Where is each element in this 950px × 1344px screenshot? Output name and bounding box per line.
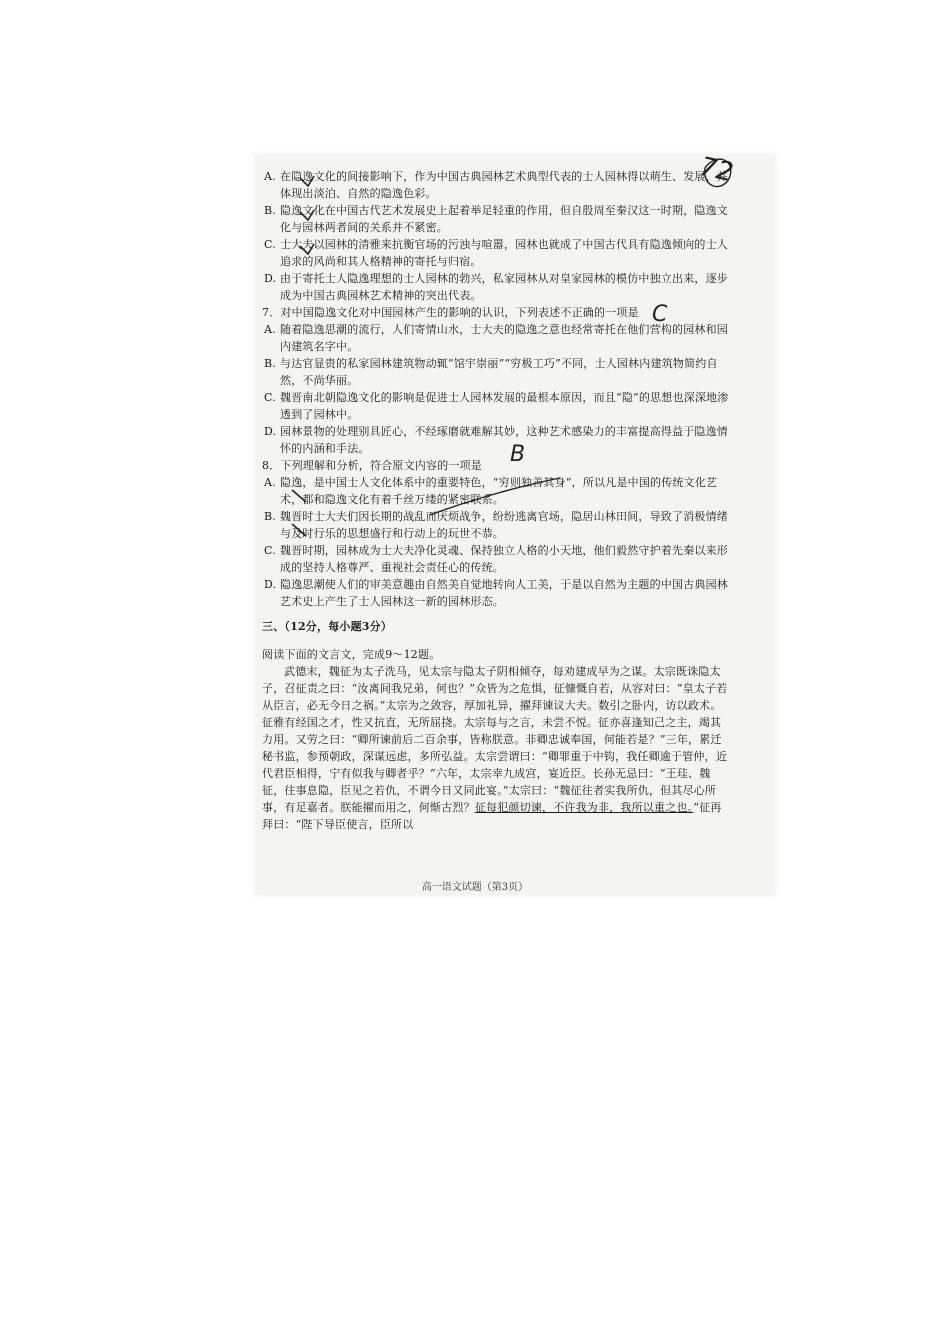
q8-stem: 8．下列理解和分析，符合原文内容的一项是	[262, 459, 482, 472]
handwritten-answer-q8: B	[510, 442, 526, 467]
section-instruction: 阅读下面的文言文，完成9～12题。	[262, 648, 441, 661]
underlined-sentence: 征每犯颜切谏，不许我为非，我所以重之也。	[474, 801, 694, 814]
q7-stem: 7．对中国隐逸文化对中国园林产生的影响的认识，下列表述不正确的一项是	[262, 306, 639, 319]
q7-option-d: D. 园林景物的处理别具匠心，不经琢磨就难解其妙，这种艺术感染力的丰富提高得益于隐逸情怀的内涵和手法。	[264, 425, 728, 455]
classical-passage: 武德末，魏征为太子洗马，见太宗与隐太子阴相倾夺，每劝建成早为之谋。太宗既诛隐太子，召征责之曰：“汝离间我兄弟，何也？”众皆为之危惧，征慷慨自若，从容对曰：“皇太子若从臣言，必无今日之祸。”太宗为之敛容，厚加礼异，擢拜谏议大夫。数引之卧内，访以政术。征雅有经国之才，性又抗直，无所屈挠。太宗每与之言，未尝不悦。征亦喜逢知己之主，竭其力用。又劳之曰：“卿所谏前后二百余事，皆称朕意。非卿忠诚奉国，何能若是？”三年，累迁秘书监，参预朝政，深谋远虑，多所弘益。太宗尝谓曰：“卿罪重于中钩，我任卿逾于管仲，近代君臣相得，宁有似我与卿者乎？”六年，太宗幸九成宫，宴近臣。长孙无忌曰：“王珪、魏征，往事息隐，臣见之若仇，不谓今日又同此宴。”太宗曰：“魏征往者实我所仇，但其尽心所事，有足嘉者。朕能擢而用之，何惭古烈？征每犯颜切谏，不许我为非，我所以重之也。”征再拜曰：“陛下导臣使言，臣所以	[262, 665, 728, 831]
q7-options	[262, 321, 732, 457]
page-footer: 高一语文试题（第3页）	[421, 882, 529, 893]
q6-options	[262, 168, 732, 304]
q8-options	[262, 474, 732, 610]
q8-option-a: A. 隐逸，是中国士人文化体系中的重要特色，“穷则独善其身”，所以凡是中国的传统文化艺术，都和隐逸文化有着千丝万缕的紧密联系。	[264, 476, 718, 506]
q6-option-c: C. 士大夫以园林的清雅来抗衡官场的污浊与喧嚣，园林也就成了中国古代具有隐逸倾向的士人追求的风尚和其人格精神的寄托与归宿。	[264, 238, 728, 268]
q6-option-a: A. 在隐逸文化的间接影响下，作为中国古典园林艺术典型代表的士人园林得以萌生、发展，并体现出淡泊、自然的隐逸色彩。	[264, 170, 728, 200]
q7-option-a: A. 随着隐逸思潮的流行，人们寄情山水，士大夫的隐逸之意也经常寄托在他们营构的园林和园内建筑名字中。	[264, 323, 728, 353]
handwritten-answer-q7: C	[652, 302, 668, 327]
q8-option-d: D. 隐逸思潮使人们的审美意趣由自然美自觉地转向人工美，于是以自然为主题的中国古典园林艺术史上产生了士人园林这一新的园林形态。	[264, 578, 728, 608]
exam-content	[262, 168, 732, 833]
q8-option-c: C. 魏晋时期，园林成为士大夫净化灵魂、保持独立人格的小天地，他们毅然守护着先秦以来形成的坚持人格尊严、重视社会责任心的传统。	[264, 544, 728, 574]
q7-option-c: C. 魏晋南北朝隐逸文化的影响是促进士人园林发展的最根本原因，而且“隐”的思想也深深地渗透到了园林中。	[264, 391, 729, 421]
q6-option-d: D. 由于寄托士人隐逸理想的士人园林的勃兴，私家园林从对皇家园林的模仿中独立出来，逐步成为中国古典园林艺术精神的突出代表。	[264, 272, 728, 302]
q6-option-b: B. 隐逸文化在中国古代艺术发展史上起着举足轻重的作用，但自殷周至秦汉这一时期，隐逸文化与园林两者间的关系并不紧密。	[264, 204, 728, 234]
q7-option-b: B. 与达官显贵的私家园林建筑物动辄“馆宇崇丽”“穷极工巧”不同，士人园林内建筑物简约自然，不尚华丽。	[264, 357, 718, 387]
section-heading: 三、（12分，每小题3分）	[262, 620, 393, 633]
handwritten-score: 72	[697, 151, 736, 189]
q8-option-b: B. 魏晋时士大夫们因长期的战乱而厌烦战争，纷纷逃离官场，隐居山林田间，导致了消极情绪与及时行乐的思想盛行和行动上的玩世不恭。	[264, 510, 728, 540]
